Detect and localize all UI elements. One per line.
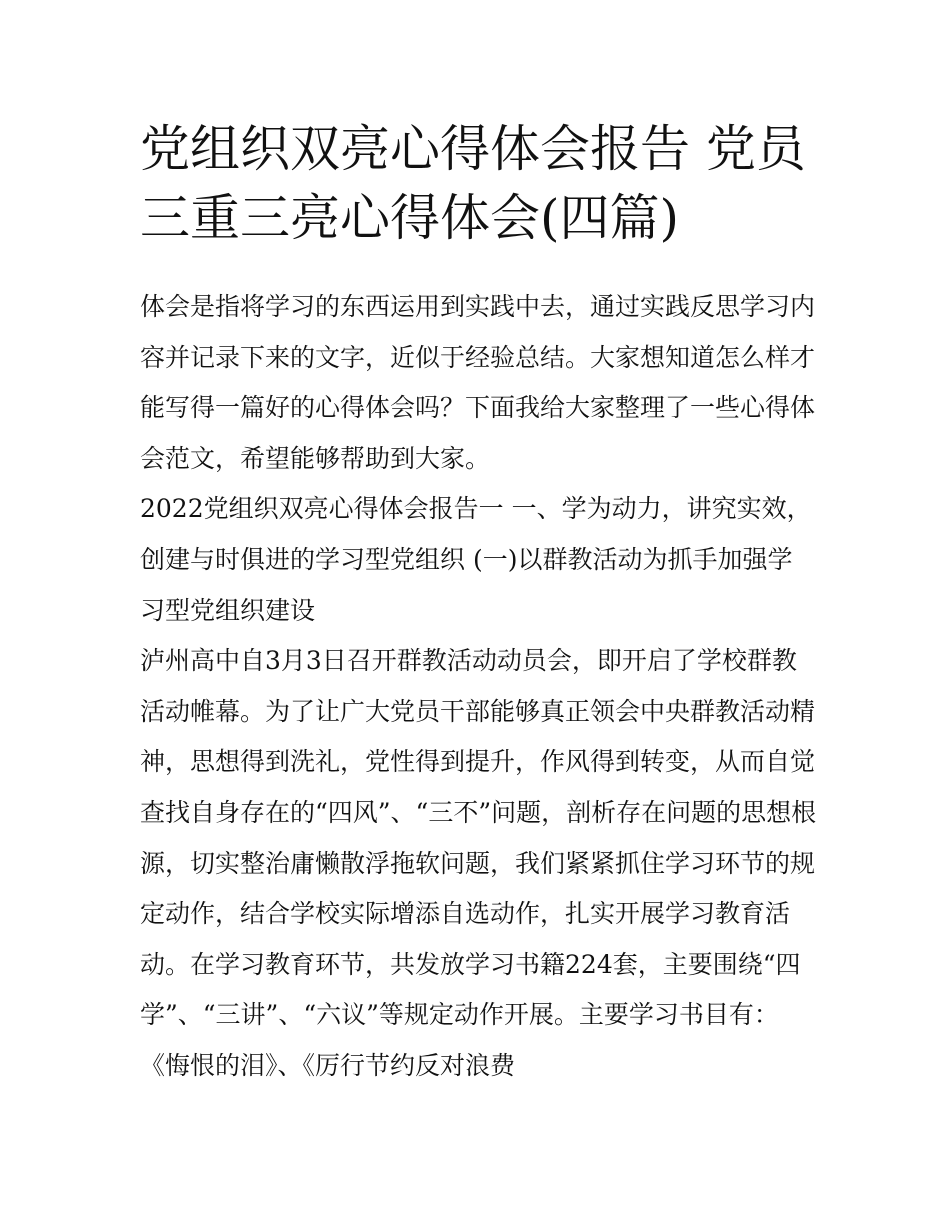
- body-line: 习型党组织建设: [140, 595, 316, 625]
- body-line: 体会是指将学习的东西运用到实践中去，通过实践反思学习内: [140, 292, 816, 321]
- body-line: 创建与时俱进的学习型党组织 (一)以群教活动为抓手加强学: [140, 544, 793, 574]
- title-line: 三重三亮心得体会(四篇): [140, 189, 680, 247]
- body-line: 学”、“三讲”、“六议”等规定动作开展。主要学习书目有：: [140, 1000, 779, 1030]
- body-line: 源，切实整治庸懒散浮拖软问题，我们紧紧抓住学习环节的规: [140, 848, 816, 878]
- document-title: [140, 115, 820, 253]
- body-line: 容并记录下来的文字，近似于经验总结。大家想知道怎么样才: [140, 342, 816, 372]
- body-line: 查找自身存在的“四风”、“三不”问题，剖析存在问题的思想根: [140, 797, 817, 827]
- body-line: 能写得一篇好的心得体会吗？下面我给大家整理了一些心得体: [140, 393, 816, 423]
- body-line: 泸州高中自3月3日召开群教活动动员会，即开启了学校群教: [140, 646, 797, 676]
- body-line: 神，思想得到洗礼，党性得到提升，作风得到转变，从而自觉: [140, 747, 816, 777]
- title-line: 党组织双亮心得体会报告 党员: [140, 120, 806, 178]
- body-line: 活动帷幕。为了让广大党员干部能够真正领会中央群教活动精: [140, 696, 816, 726]
- body-line: 2022党组织双亮心得体会报告一 一、学为动力，讲究实效，: [140, 494, 812, 524]
- body-line: 《悔恨的泪》、《厉行节约反对浪费: [140, 1050, 516, 1080]
- body-line: 会范文，希望能够帮助到大家。: [140, 443, 491, 473]
- document-body: [140, 282, 830, 1092]
- body-line: 动。在学习教育环节，共发放学习书籍224套，主要围绕“四: [140, 949, 801, 979]
- body-line: 定动作，结合学校实际增添自选动作，扎实开展学习教育活: [140, 899, 791, 929]
